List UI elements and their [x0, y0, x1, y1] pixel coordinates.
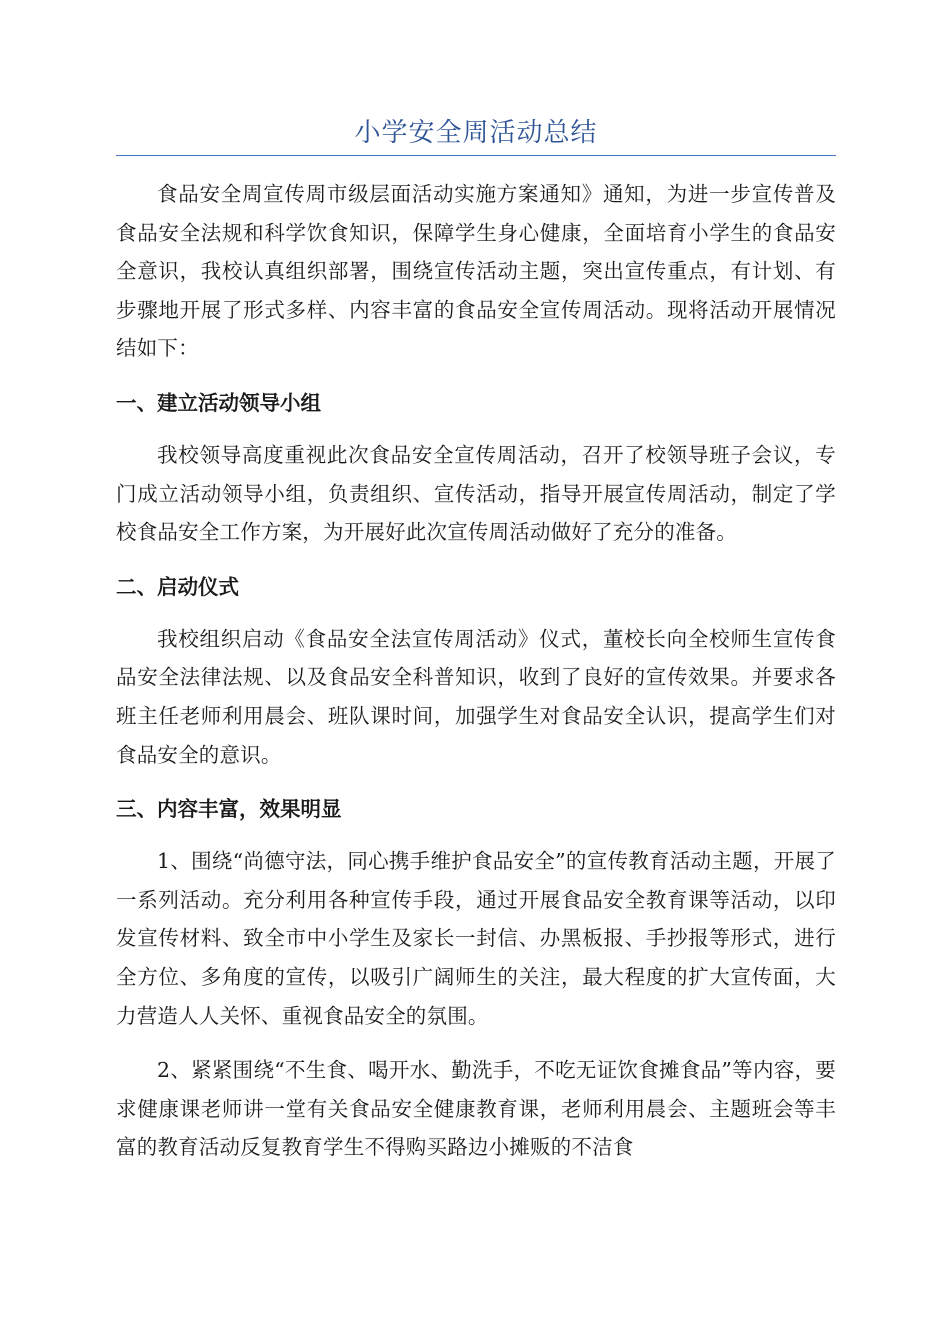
section-paragraph: 我校领导高度重视此次食品安全宣传周活动，召开了校领导班子会议，专门成立活动领导小组，负责组织、宣传活动，指导开展宣传周活动，制定了学校食品安全工作方案，为开展好此次宣传周活动做好了充分的准备。: [116, 442, 836, 545]
intro-paragraph: 食品安全周宣传周市级层面活动实施方案通知》通知，为进一步宣传普及食品安全法规和科学饮食知识，保障学生身心健康，全面培育小学生的食品安全意识，我校认真组织部署，围绕宣传活动主题，突出宣传重点，有计划、有步骤地开展了形式多样、内容丰富的食品安全宣传周活动。现将活动开展情况结如下：: [116, 182, 836, 361]
title-underline: [116, 155, 836, 156]
section-paragraph: 1、围绕“尚德守法，同心携手维护食品安全”的宣传教育活动主题，开展了一系列活动。充分利用各种宣传手段，通过开展食品安全教育课等活动，以印发宣传材料、致全市中小学生及家长一封信、办黑板报、手抄报等形式，进行全方位、多角度的宣传，以吸引广阔师生的关注，最大程度的扩大宣传面，大力营造人人关怀、重视食品安全的氛围。: [116, 849, 836, 1028]
document-body: [116, 175, 836, 1183]
section-leadership: [116, 384, 836, 552]
section-heading: 一、建立活动领导小组: [116, 390, 321, 415]
section-heading: 二、启动仪式: [116, 574, 239, 599]
section-paragraph: 2、紧紧围绕“不生食、喝开水、勤洗手，不吃无证饮食摊食品”等内容，要求健康课老师讲一堂有关食品安全健康教育课，老师利用晨会、主题班会等丰富的教育活动反复教育学生不得购买路边小摊贩的不洁食: [116, 1058, 836, 1160]
document-page: [116, 0, 836, 1344]
section-ceremony: [116, 568, 836, 774]
section-paragraph: 我校组织启动《食品安全法宣传周活动》仪式，董校长向全校师生宣传食品安全法律法规、以及食品安全科普知识，收到了良好的宣传效果。并要求各班主任老师利用晨会、班队课时间，加强学生对食品安全认识，提高学生们对食品安全的意识。: [116, 626, 836, 767]
document-title: 小学安全周活动总结: [354, 118, 598, 148]
section-heading: 三、内容丰富，效果明显: [116, 797, 342, 822]
section-content: [116, 790, 836, 1167]
